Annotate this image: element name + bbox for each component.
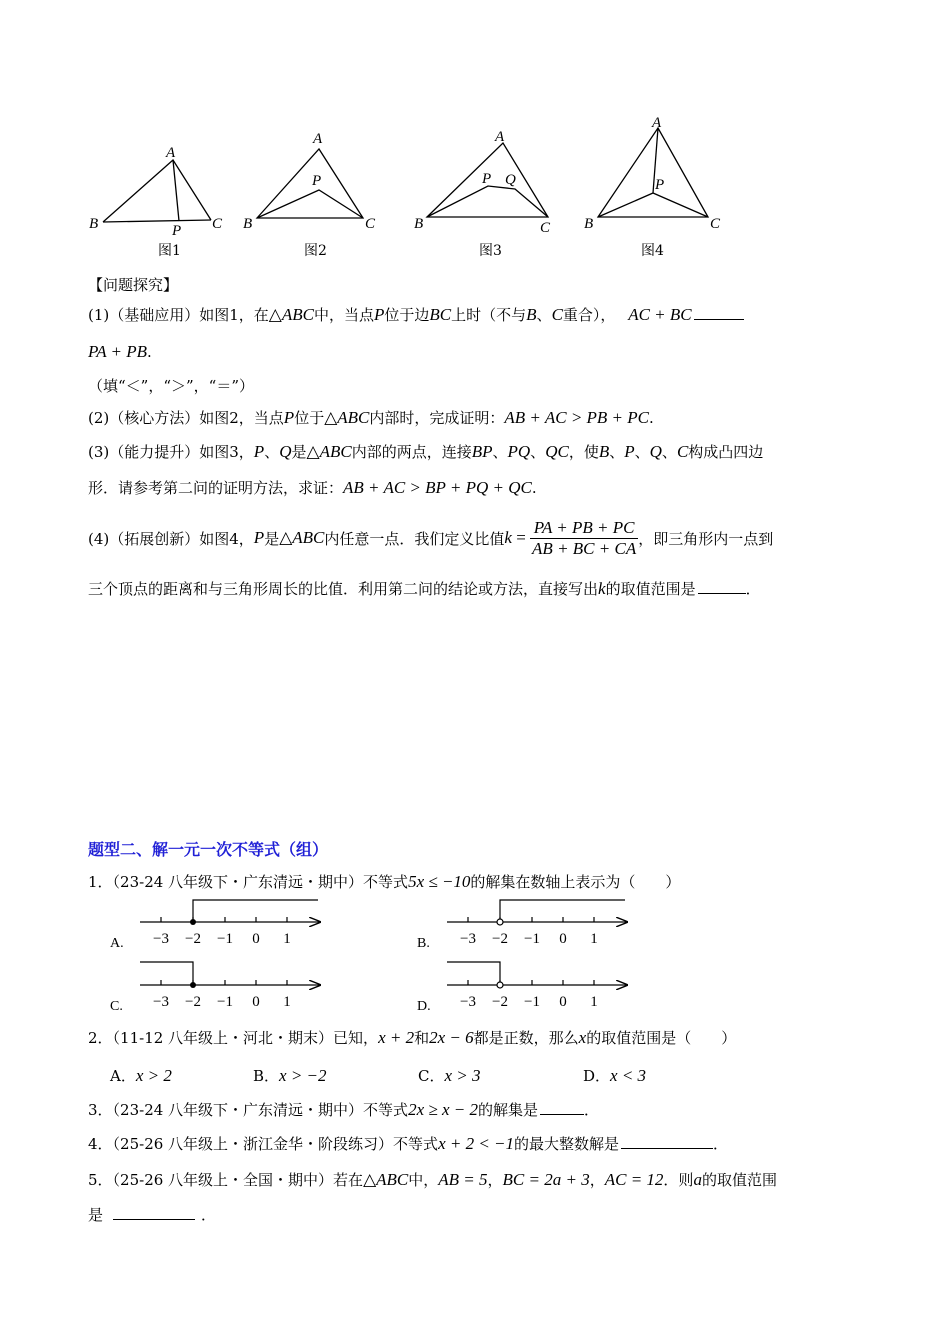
problem-3: [88, 1099, 599, 1120]
p4-answer-blank[interactable]: [621, 1146, 713, 1149]
p2-source: （11-12 八年级上・河北・期末）已知，: [112, 1029, 379, 1047]
q1-sep: 、: [536, 306, 552, 324]
option-b[interactable]: [417, 900, 627, 951]
q3-sep2: 、: [492, 443, 508, 461]
p2-option-b-label: B．: [253, 1067, 280, 1085]
tick-d-5: 1: [590, 994, 598, 1010]
p1-tail: 的解集在数轴上表示为（ ）: [470, 873, 681, 891]
p3-number: 3．: [88, 1101, 113, 1119]
p5-number: 5．: [88, 1171, 113, 1189]
q4-numerator: PA + PB + PC: [530, 518, 638, 539]
p3-end: ．: [583, 1101, 599, 1119]
p5-sep1: ，: [487, 1171, 503, 1189]
figure-1: [103, 160, 211, 222]
tick-c-1: −3: [153, 994, 169, 1010]
p1-number: 1．: [88, 873, 113, 891]
explore-q4-line2: [88, 578, 761, 599]
fig3-label-a: A: [495, 129, 505, 145]
p4-tail: 的最大整数解是: [514, 1135, 620, 1153]
q1-triangle: △ABC: [268, 305, 314, 324]
fig3-label-b: B: [414, 216, 424, 232]
tick-b-4: 0: [559, 931, 567, 947]
q3-sep4: 、: [609, 443, 625, 461]
fig2-caption: 图2: [304, 243, 327, 259]
fig4-label-a: A: [652, 115, 662, 131]
fig2-label-a: A: [313, 131, 323, 147]
option-c-label: C.: [110, 999, 123, 1014]
p3-tail: 的解集是: [477, 1101, 538, 1119]
q2-prefix: (2)（核心方法）如图2，当点: [88, 409, 284, 427]
q3-tail: 构成凸四边: [688, 443, 764, 461]
q3-point-c: C: [676, 442, 689, 461]
q4-triangle: △ABC: [279, 528, 325, 547]
p2-tail2: 的取值范围是（ ）: [586, 1029, 737, 1047]
q1-period: .: [147, 343, 152, 361]
q1-side-bc: BC: [429, 305, 452, 324]
q2-triangle: △ABC: [324, 408, 370, 427]
p5-a: a: [693, 1170, 702, 1189]
p2-tail: 都是正数，那么: [473, 1029, 579, 1047]
p5-end: ．: [201, 1206, 217, 1224]
option-d-label: D.: [417, 999, 431, 1014]
p2-option-c-label: C．: [418, 1067, 445, 1085]
fig1-label-b: B: [89, 216, 99, 232]
tick-d-2: −2: [492, 994, 508, 1010]
fig3-label-c: C: [540, 220, 551, 236]
q3-seg-qc: QC: [545, 442, 569, 461]
q1-prefix: (1)（基础应用）如图1，在: [88, 306, 269, 324]
tick-d-3: −1: [524, 994, 540, 1010]
p3-expression: 2x ≥ x − 2: [408, 1100, 478, 1119]
p2-option-b-value: x > −2: [279, 1066, 327, 1085]
q3-sep3: 、: [530, 443, 546, 461]
problem-4: [88, 1133, 728, 1154]
explore-q1-line1: [88, 304, 744, 325]
p5-ab: AB = 5: [438, 1170, 488, 1189]
explore-q1-hint: （填“＜”，“＞”，“＝”）: [88, 377, 255, 395]
tick-a-3: −1: [217, 931, 233, 947]
q3-end: .: [531, 479, 537, 497]
q4-prefix: (4)（拓展创新）如图4，: [88, 529, 254, 548]
fig4-label-c: C: [710, 216, 721, 232]
p3-source: （23-24 八年级下・广东清远・期中）不等式: [112, 1101, 409, 1119]
q3-text: 是: [291, 443, 307, 461]
explore-q4-line1: [88, 512, 773, 564]
p2-option-d-label: D．: [583, 1067, 611, 1085]
q3-seg-pq: PQ: [507, 442, 531, 461]
p2-expr2: 2x − 6: [429, 1028, 474, 1047]
problem-5-line2: [88, 1204, 216, 1225]
tick-b-5: 1: [590, 931, 598, 947]
p2-x: x: [578, 1028, 587, 1047]
q3-text2: 内部的两点，连接: [351, 443, 472, 461]
q1-expression2: PA + PB: [88, 342, 148, 361]
option-b-label: B.: [417, 936, 430, 951]
option-c[interactable]: [110, 962, 320, 1014]
fig4-label-b: B: [584, 216, 594, 232]
q3-prefix: (3)（能力提升）如图3，: [88, 443, 254, 461]
tick-d-1: −3: [460, 994, 476, 1010]
q3-point-b: B: [598, 442, 610, 461]
p2-and: 和: [414, 1029, 430, 1047]
q1-text4: 重合），: [562, 306, 616, 324]
p2-expr1: x + 2: [378, 1028, 415, 1047]
p1-expression: 5x ≤ −10: [408, 872, 471, 891]
explore-q3-line2: [88, 477, 537, 498]
q4-k2: k: [598, 579, 606, 598]
problem-5-line1: [88, 1169, 777, 1190]
tick-a-1: −3: [153, 931, 169, 947]
q4-line2a: 三个顶点的距离和与三角形周长的比值．利用第二问的结论或方法，直接写出: [88, 580, 599, 598]
p1-source: （23-24 八年级下・广东清远・期中）不等式: [112, 873, 409, 891]
option-a-label: A.: [110, 936, 124, 951]
option-d[interactable]: [417, 962, 627, 1014]
tick-b-2: −2: [492, 931, 508, 947]
q3-point-q2: Q: [649, 442, 662, 461]
tick-a-4: 0: [252, 931, 260, 947]
p2-option-a[interactable]: [110, 1065, 172, 1086]
p2-option-b[interactable]: [253, 1065, 327, 1086]
q1-point-c: C: [551, 305, 563, 324]
q1-answer-blank[interactable]: [694, 317, 744, 320]
q1-text3: 上时（不与: [451, 306, 527, 324]
q3-sep5: 、: [634, 443, 650, 461]
p2-option-c[interactable]: [418, 1065, 481, 1086]
fig2-label-c: C: [365, 216, 376, 232]
tick-a-2: −2: [185, 931, 201, 947]
tick-d-4: 0: [559, 994, 567, 1010]
q4-text2: 内任意一点．我们定义比值: [324, 529, 505, 548]
q2-expression: AB + AC > PB + PC: [504, 408, 649, 427]
q4-fraction: [530, 518, 638, 559]
p5-line2: 是: [88, 1206, 104, 1224]
q4-equals: =: [511, 528, 531, 547]
p2-option-d[interactable]: [583, 1065, 646, 1086]
problem-2: [88, 1027, 736, 1048]
q4-k: k: [504, 528, 512, 547]
q1-text: 中，当点: [313, 306, 374, 324]
tick-b-3: −1: [524, 931, 540, 947]
fig1-caption: 图1: [158, 243, 181, 259]
fig1-label-p: P: [172, 223, 182, 239]
p2-option-c-value: x > 3: [444, 1066, 481, 1085]
p5-tail2: 的取值范围: [701, 1171, 777, 1189]
p4-number: 4．: [88, 1135, 113, 1153]
p4-expression: x + 2 < −1: [438, 1134, 515, 1153]
q4-text: 是: [264, 529, 280, 548]
q4-line2b: 的取值范围是: [605, 580, 696, 598]
explore-q3-line1: [88, 441, 763, 462]
p5-text: 中，: [408, 1171, 439, 1189]
tick-c-4: 0: [252, 994, 260, 1010]
q1-point-p: P: [374, 305, 385, 324]
figure-2: [257, 149, 363, 218]
p2-option-d-value: x < 3: [610, 1066, 647, 1085]
q1-text2: 位于边: [384, 306, 430, 324]
p3-answer-blank[interactable]: [540, 1112, 584, 1115]
explore-q1-line2: [88, 342, 152, 362]
p5-answer-blank[interactable]: [113, 1217, 195, 1220]
q4-tail: ，即三角形内一点到: [638, 529, 774, 548]
q3-seg-bp: BP: [471, 442, 493, 461]
q4-denominator: AB + BC + CA: [532, 538, 637, 558]
q4-end: ．: [745, 580, 761, 598]
fig2-label-p: P: [312, 173, 322, 189]
p5-source: （25-26 八年级上・全国・期中）若在: [112, 1171, 364, 1189]
q3-point-p: P: [253, 442, 265, 461]
p4-end: ．: [713, 1135, 729, 1153]
explore-q2: [88, 407, 654, 428]
triangle-figures: [80, 110, 740, 260]
p2-option-a-label: A．: [110, 1067, 136, 1085]
q3-line2: 形．请参考第二问的证明方法，求证：: [88, 479, 344, 497]
q2-point-p: P: [283, 408, 295, 427]
q3-expression: AB + AC > BP + PQ + QC: [343, 478, 532, 497]
q3-triangle: △ABC: [306, 442, 352, 461]
q3-text3: ，使: [568, 443, 599, 461]
q1-point-b: B: [526, 305, 537, 324]
p5-ac: AC = 12: [604, 1170, 664, 1189]
p5-sep2: ，: [589, 1171, 605, 1189]
fig3-label-p: P: [482, 171, 492, 187]
fig2-label-b: B: [243, 216, 253, 232]
fig1-label-a: A: [166, 145, 176, 161]
p2-number: 2．: [88, 1029, 113, 1047]
explore-title: 【问题探究】: [88, 276, 179, 294]
problem-1: [88, 871, 680, 892]
tick-c-3: −1: [217, 994, 233, 1010]
number-line-options: [100, 893, 660, 1021]
p2-option-a-value: x > 2: [135, 1066, 172, 1085]
p5-tail: ．则: [663, 1171, 694, 1189]
q4-answer-blank[interactable]: [698, 591, 746, 594]
q3-sep6: 、: [661, 443, 677, 461]
q1-expression: AC + BC: [628, 305, 692, 324]
fig3-caption: 图3: [479, 243, 502, 259]
tick-c-5: 1: [283, 994, 291, 1010]
tick-c-2: −2: [185, 994, 201, 1010]
q2-end: .: [649, 409, 654, 427]
p4-source: （25-26 八年级上・浙江金华・阶段练习）不等式: [112, 1135, 439, 1153]
q3-sep: 、: [264, 443, 280, 461]
q3-point-p2: P: [624, 442, 635, 461]
fig3-label-q: Q: [505, 172, 516, 188]
option-a[interactable]: [110, 900, 320, 951]
figure-4: [598, 128, 708, 217]
section2-heading: 题型二、解一元一次不等式（组）: [88, 840, 329, 859]
q2-text2: 内部时，完成证明：: [369, 409, 505, 427]
p5-bc: BC = 2a + 3: [502, 1170, 590, 1189]
q2-text: 位于: [294, 409, 325, 427]
p5-triangle: △ABC: [363, 1170, 409, 1189]
fig1-label-c: C: [212, 216, 223, 232]
fig4-caption: 图4: [641, 243, 664, 259]
q4-point-p: P: [253, 528, 265, 547]
tick-a-5: 1: [283, 931, 291, 947]
q3-point-q: Q: [279, 442, 292, 461]
fig4-label-p: P: [655, 177, 665, 193]
tick-b-1: −3: [460, 931, 476, 947]
